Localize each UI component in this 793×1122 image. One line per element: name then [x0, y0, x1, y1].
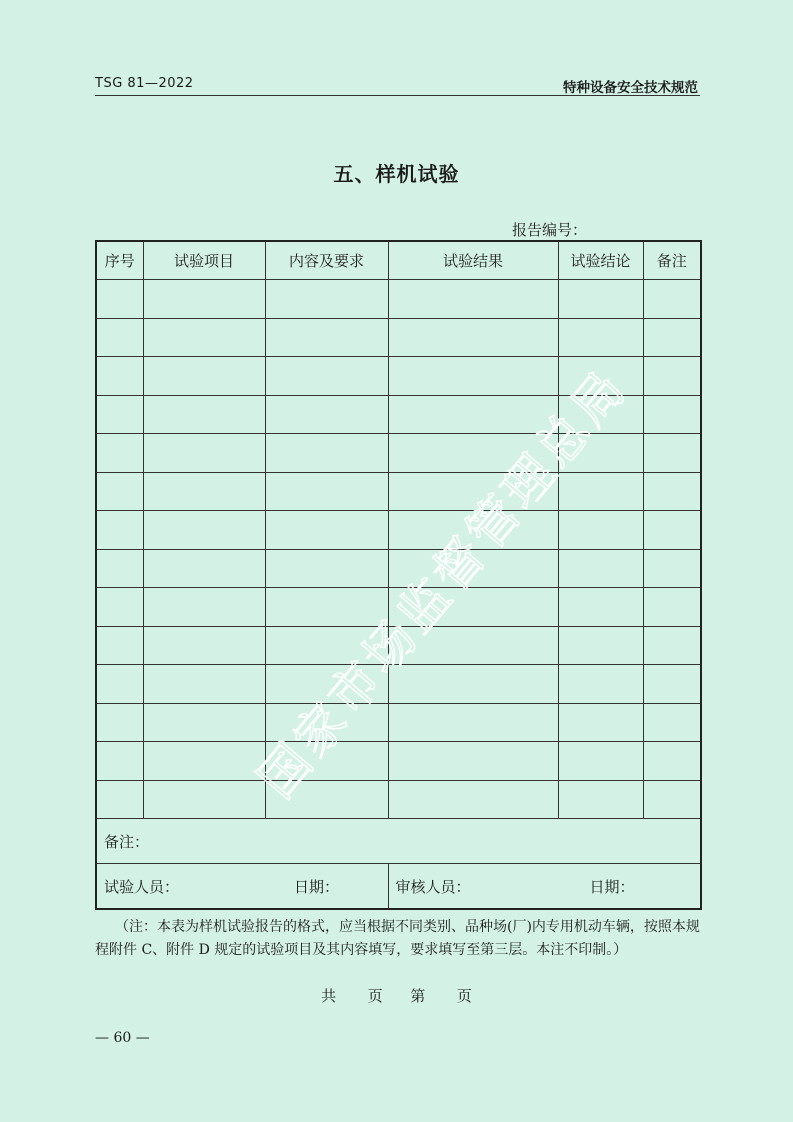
table-cell[interactable] — [143, 280, 265, 319]
table-cell[interactable] — [143, 780, 265, 819]
table-cell[interactable] — [558, 780, 643, 819]
table-cell[interactable] — [643, 472, 701, 511]
table-cell[interactable] — [96, 549, 143, 588]
table-cell[interactable] — [265, 511, 388, 550]
table-cell[interactable] — [96, 395, 143, 434]
reviewer-label: 审核人员： — [395, 878, 471, 896]
table-cell[interactable] — [143, 588, 265, 627]
table-cell[interactable] — [96, 703, 143, 742]
table-cell[interactable] — [265, 588, 388, 627]
table-cell[interactable] — [388, 626, 558, 665]
table-row — [96, 434, 701, 473]
reviewer-signature-field[interactable] — [388, 864, 701, 910]
table-cell[interactable] — [265, 318, 388, 357]
tester-signature-field[interactable] — [96, 864, 388, 910]
standard-code: TSG 81—2022 — [95, 76, 194, 91]
table-cell[interactable] — [643, 395, 701, 434]
table-row — [96, 318, 701, 357]
table-row — [96, 395, 701, 434]
table-cell[interactable] — [388, 665, 558, 704]
table-cell[interactable] — [643, 742, 701, 781]
table-cell[interactable] — [265, 280, 388, 319]
table-cell[interactable] — [143, 742, 265, 781]
table-cell[interactable] — [388, 780, 558, 819]
column-header-conclusion: 试验结论 — [558, 241, 643, 280]
table-cell[interactable] — [643, 434, 701, 473]
table-cell[interactable] — [96, 742, 143, 781]
remarks-field[interactable] — [96, 819, 701, 864]
table-cell[interactable] — [265, 357, 388, 396]
table-row — [96, 626, 701, 665]
remarks-row — [96, 819, 701, 864]
column-header-test-item: 试验项目 — [143, 241, 265, 280]
table-cell[interactable] — [96, 357, 143, 396]
table-body — [96, 280, 701, 910]
column-header-test-result: 试验结果 — [388, 241, 558, 280]
table-cell[interactable] — [265, 626, 388, 665]
table-cell[interactable] — [558, 549, 643, 588]
column-header-remarks: 备注 — [643, 241, 701, 280]
table-cell[interactable] — [558, 588, 643, 627]
page-unit-label: 页 — [367, 987, 383, 1005]
table-cell[interactable] — [96, 665, 143, 704]
table-cell[interactable] — [143, 357, 265, 396]
table-cell[interactable] — [388, 318, 558, 357]
series-title: 特种设备安全技术规范 — [563, 80, 698, 96]
table-cell[interactable] — [643, 665, 701, 704]
tester-label: 试验人员： — [104, 878, 180, 896]
table-cell[interactable] — [143, 665, 265, 704]
column-header-requirements: 内容及要求 — [265, 241, 388, 280]
table-row — [96, 703, 701, 742]
table-cell[interactable] — [558, 742, 643, 781]
table-cell[interactable] — [96, 626, 143, 665]
table-header-row — [96, 241, 701, 280]
table-cell[interactable] — [388, 395, 558, 434]
table-cell[interactable] — [143, 703, 265, 742]
report-number-label: 报告编号： — [512, 221, 588, 239]
table-cell[interactable] — [643, 280, 701, 319]
table-cell[interactable] — [388, 357, 558, 396]
table-cell[interactable] — [388, 472, 558, 511]
table-cell[interactable] — [265, 434, 388, 473]
reviewer-date-label: 日期： — [589, 878, 635, 896]
table-cell[interactable] — [143, 511, 265, 550]
table-cell[interactable] — [96, 511, 143, 550]
table-cell[interactable] — [143, 626, 265, 665]
table-cell[interactable] — [643, 588, 701, 627]
table-cell[interactable] — [388, 549, 558, 588]
table-row — [96, 472, 701, 511]
table-cell[interactable] — [558, 626, 643, 665]
table-row — [96, 742, 701, 781]
table-cell[interactable] — [388, 588, 558, 627]
prototype-test-table — [95, 240, 702, 910]
table-cell[interactable] — [643, 780, 701, 819]
page-count-line — [0, 985, 793, 1006]
table-cell[interactable] — [558, 280, 643, 319]
table-cell[interactable] — [143, 472, 265, 511]
table-cell[interactable] — [96, 780, 143, 819]
signature-row — [96, 864, 701, 910]
table-row — [96, 357, 701, 396]
table-cell[interactable] — [96, 280, 143, 319]
table-cell[interactable] — [643, 626, 701, 665]
table-cell[interactable] — [388, 280, 558, 319]
table-cell[interactable] — [558, 472, 643, 511]
table-cell[interactable] — [265, 703, 388, 742]
table-cell[interactable] — [643, 357, 701, 396]
table-cell[interactable] — [96, 472, 143, 511]
table-cell[interactable] — [558, 357, 643, 396]
table-cell[interactable] — [388, 742, 558, 781]
page-unit-label: 页 — [456, 987, 472, 1005]
remarks-label: 备注： — [104, 832, 150, 851]
column-header-serial: 序号 — [96, 241, 143, 280]
page-title: 五、样机试验 — [333, 162, 460, 186]
table-cell[interactable] — [388, 434, 558, 473]
table-cell[interactable] — [96, 318, 143, 357]
table-cell[interactable] — [265, 395, 388, 434]
table-row — [96, 511, 701, 550]
current-label: 第 — [410, 987, 426, 1005]
footnote: （注：本表为样机试验报告的格式，应当根据不同类别、品种场(厂)内专用机动车辆，按照本规程附件 C、附件 D 规定的试验项目及其内容填写，要求填写至第三层。本注不印制。） — [95, 919, 700, 958]
table-row — [96, 665, 701, 704]
header-rule — [95, 95, 700, 96]
table-cell[interactable] — [558, 318, 643, 357]
table-cell[interactable] — [558, 665, 643, 704]
table-cell[interactable] — [388, 703, 558, 742]
watermark: 国家市场监督管理总局 — [247, 358, 639, 810]
tester-date-label: 日期： — [294, 878, 340, 896]
table-row — [96, 280, 701, 319]
table-cell[interactable] — [558, 511, 643, 550]
table-cell[interactable] — [558, 434, 643, 473]
table-cell[interactable] — [96, 588, 143, 627]
table-cell[interactable] — [96, 434, 143, 473]
table-cell[interactable] — [265, 549, 388, 588]
table-cell[interactable] — [143, 395, 265, 434]
table-cell[interactable] — [143, 549, 265, 588]
table-cell[interactable] — [265, 742, 388, 781]
table-cell[interactable] — [643, 703, 701, 742]
table-cell[interactable] — [643, 549, 701, 588]
table-cell[interactable] — [265, 665, 388, 704]
table-row — [96, 549, 701, 588]
table-cell[interactable] — [388, 511, 558, 550]
page-number: — 60 — — [95, 1030, 150, 1046]
table-cell[interactable] — [265, 472, 388, 511]
table-cell[interactable] — [265, 780, 388, 819]
table-cell[interactable] — [558, 703, 643, 742]
table-cell[interactable] — [558, 395, 643, 434]
table-row — [96, 588, 701, 627]
table-cell[interactable] — [143, 318, 265, 357]
table-row — [96, 780, 701, 819]
table-cell[interactable] — [143, 434, 265, 473]
table-cell[interactable] — [643, 318, 701, 357]
table-cell[interactable] — [643, 511, 701, 550]
total-label: 共 — [321, 987, 337, 1005]
